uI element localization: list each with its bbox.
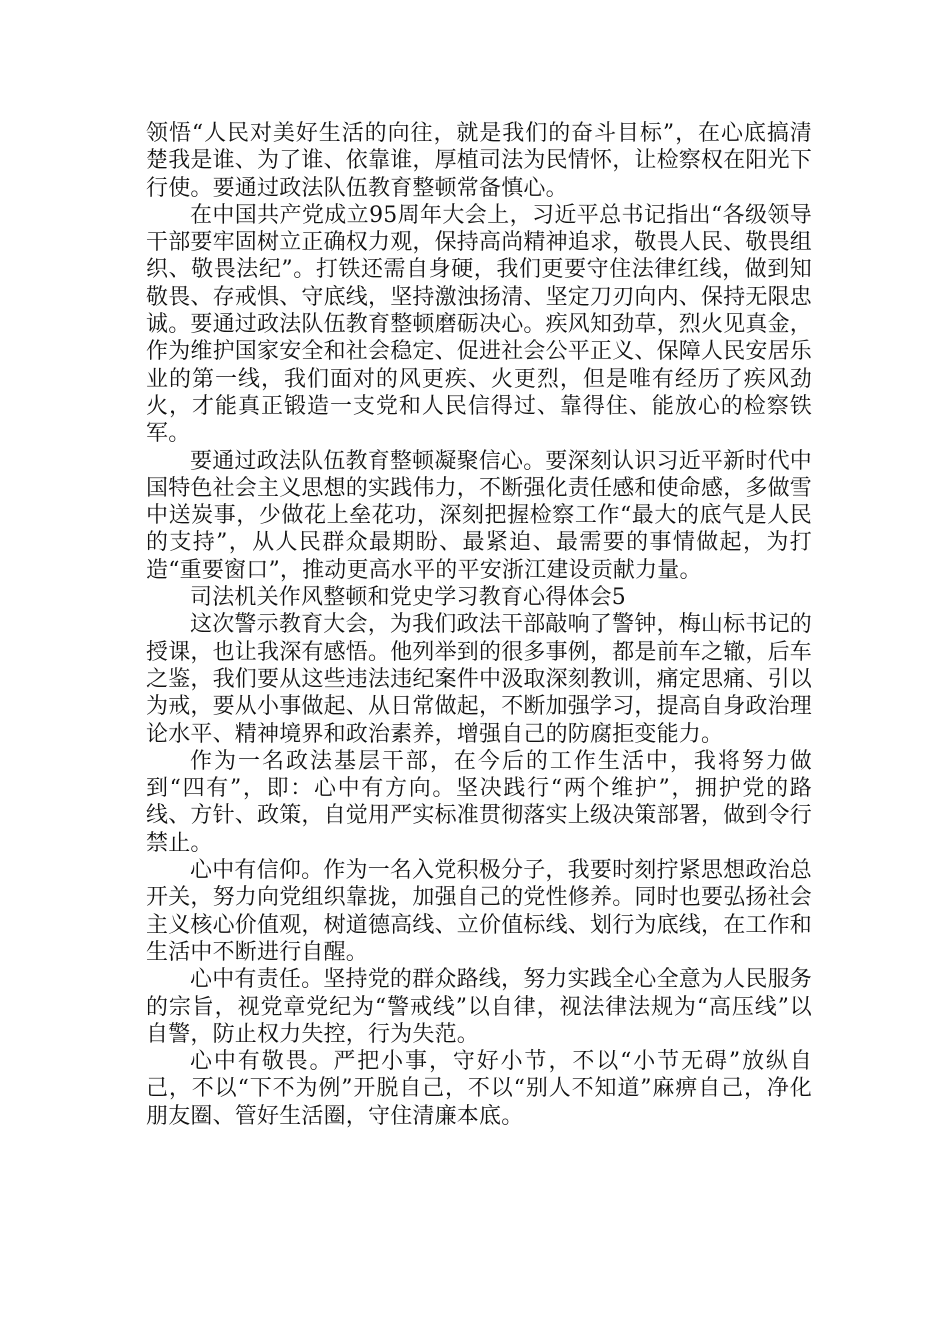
paragraph: 心中有信仰。作为一名入党积极分子，我要时刻拧紧思想政治总开关，努力向党组织靠拢，加强自己的党性修养。同时也要弘扬社会主义核心价值观，树道德高线、立价值标线、划行为底线，在工作和生活中不断进行自醒。: [146, 858, 813, 965]
document-body: [146, 120, 812, 1130]
paragraph: 要通过政法队伍教育整顿凝聚信心。要深刻认识习近平新时代中国特色社会主义思想的实践伟力，不断强化责任感和使命感，多做雪中送炭事，少做花上垒花功，深刻把握检察工作“最大的底气是人民的支持”，从人民群众最期盼、最紧迫、最需要的事情做起，为打造“重要窗口”，推动更高水平的平安浙江建设贡献力量。: [146, 448, 813, 583]
paragraph: 在中国共产党成立95周年大会上，习近平总书记指出“各级领导干部要牢固树立正确权力观，保持高尚精神追求，敬畏人民、敬畏组织、敬畏法纪”。打铁还需自身硬，我们更要守住法律红线，做到知敬畏、存戒惧、守底线，坚持激浊扬清、坚定刀刃向内、保持无限忠诚。要通过政法队伍教育整顿磨砺决心。疾风知劲草，烈火见真金，作为维护国家安全和社会稳定、促进社会公平正义、保障人民安居乐业的第一线，我们面对的风更疾、火更烈，但是唯有经历了疾风劲火，才能真正锻造一支党和人民信得过、靠得住、能放心的检察铁军。: [146, 202, 813, 447]
paragraph: 作为一名政法基层干部，在今后的工作生活中，我将努力做到“四有”，即：心中有方向。坚决践行“两个维护”，拥护党的路线、方针、政策，自觉用严实标准贯彻落实上级决策部署，做到令行禁止。: [146, 748, 813, 856]
paragraph: 这次警示教育大会，为我们政法干部敲响了警钟，梅山标书记的授课，也让我深有感悟。他列举到的很多事例，都是前车之辙，后车之鉴，我们要从这些违法违纪案件中汲取深刻教训，痛定思痛、引以为戒，要从小事做起、从日常做起，不断加强学习，提高自身政治理论水平、精神境界和政治素养，增强自己的防腐拒变能力。: [146, 612, 813, 747]
paragraph: 领悟“人民对美好生活的向往，就是我们的奋斗目标”，在心底搞清楚我是谁、为了谁、依靠谁，厚植司法为民情怀，让检察权在阳光下行使。要通过政法队伍教育整顿常备慎心。: [146, 121, 813, 201]
paragraph: 心中有敬畏。严把小事，守好小节，不以“小节无碍”放纵自己，不以“下不为例”开脱自己，不以“别人不知道”麻痹自己，净化朋友圈、管好生活圈，守住清廉本底。: [146, 1049, 812, 1129]
paragraph: 心中有责任。坚持党的群众路线，努力实践全心全意为人民服务的宗旨，视党章党纪为“警戒线”以自律，视法律法规为“高压线”以自警，防止权力失控，行为失范。: [146, 967, 812, 1047]
section-heading: 司法机关作风整顿和党史学习教育心得体会5: [190, 585, 626, 611]
